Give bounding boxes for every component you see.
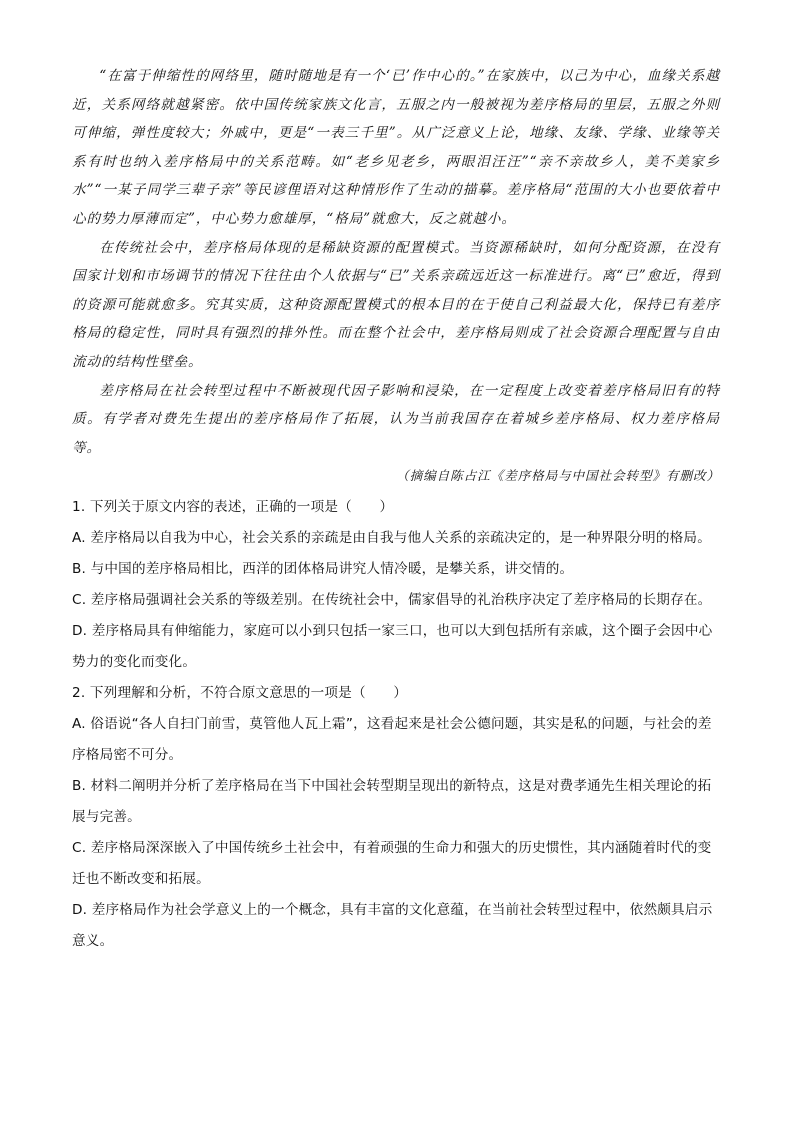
question-1-option-c: C. 差序格局强调社会关系的等级差别。在传统社会中，儒家倡导的礼治秩序决定了差序格局的长期存在。 (72, 592, 712, 609)
question-2 (72, 678, 720, 957)
question-1 (72, 492, 720, 678)
question-1-option-a: A. 差序格局以自我为中心，社会关系的亲疏是由自我与他人关系的亲疏决定的，是一种界限分明的格局。 (72, 530, 712, 547)
passage-paragraph-3: 差序格局在社会转型过程中不断被现代因子影响和浸染，在一定程度上改变着差序格局旧有的特质。有学者对费先生提出的差序格局作了拓展，认为当前我国存在着城乡差序格局、权力差序格局等。 (72, 382, 720, 456)
passage-source: （摘编自陈占江《差序格局与中国社会转型》有删改） (396, 468, 720, 484)
question-1-option-b: B. 与中国的差序格局相比，西洋的团体格局讲究人情冷暖，是攀关系，讲交情的。 (72, 561, 574, 578)
question-1-option-d: D. 差序格局具有伸缩能力，家庭可以小到只包括一家三口，也可以大到包括所有亲戚，这个圈子会因中心势力的变化而变化。 (72, 623, 713, 671)
question-1-stem: 1. 下列关于原文内容的表述，正确的一项是（ ） (72, 499, 394, 516)
question-list (72, 492, 720, 957)
document-page (72, 62, 720, 957)
passage-paragraph-1: “在富于伸缩性的网络里，随时随地是有一个‘已’作中心的。”在家族中，以己为中心，血缘关系越近，关系网络就越紧密。依中国传统家族文化言，五服之内一般被视为差序格局的里层，五服之外则可伸缩，弹性度较大；外戚中，更是“一表三千里”。从广泛意义上论，地缘、友缘、学缘、业缘等关系有时也纳入差序格局中的关系范畴。如“老乡见老乡，两眼泪汪汪”“亲不亲故乡人，美不美家乡水”“一某子同学三辈子亲”等民谚俚语对这种情形作了生动的描摹。差序格局“范围的大小也要依着中心的势力厚薄而定”，中心势力愈雄厚，“格局”就愈大，反之就越小。 (72, 68, 720, 227)
question-2-option-d: D. 差序格局作为社会学意义上的一个概念，具有丰富的文化意蕴，在当前社会转型过程中，依然颇具启示意义。 (72, 902, 713, 950)
question-2-option-a: A. 俗语说“各人自扫门前雪，莫管他人瓦上霜”，这看起来是社会公德问题，其实是私的问题，与社会的差序格局密不可分。 (72, 716, 712, 764)
passage-paragraph-2: 在传统社会中，差序格局体现的是稀缺资源的配置模式。当资源稀缺时，如何分配资源，在没有国家计划和市场调节的情况下往往由个人依据与“已”关系亲疏远近这一标准进行。离“已”愈近，得到的资源可能就愈多。究其实质，这种资源配置模式的根本目的在于使自己利益最大化，保持已有差序格局的稳定性，同时具有强烈的排外性。而在整个社会中，差序格局则成了社会资源合理配置与自由流动的结构性壁垒。 (72, 239, 720, 370)
question-2-option-c: C. 差序格局深深嵌入了中国传统乡土社会中，有着顽强的生命力和强大的历史惯性，其内涵随着时代的变迁也不断改变和拓展。 (72, 840, 712, 888)
question-2-option-b: B. 材料二阐明并分析了差序格局在当下中国社会转型期呈现出的新特点，这是对费孝通先生相关理论的拓展与完善。 (72, 778, 712, 826)
question-2-stem: 2. 下列理解和分析，不符合原文意思的一项是（ ） (72, 685, 408, 702)
reading-passage (72, 62, 720, 488)
